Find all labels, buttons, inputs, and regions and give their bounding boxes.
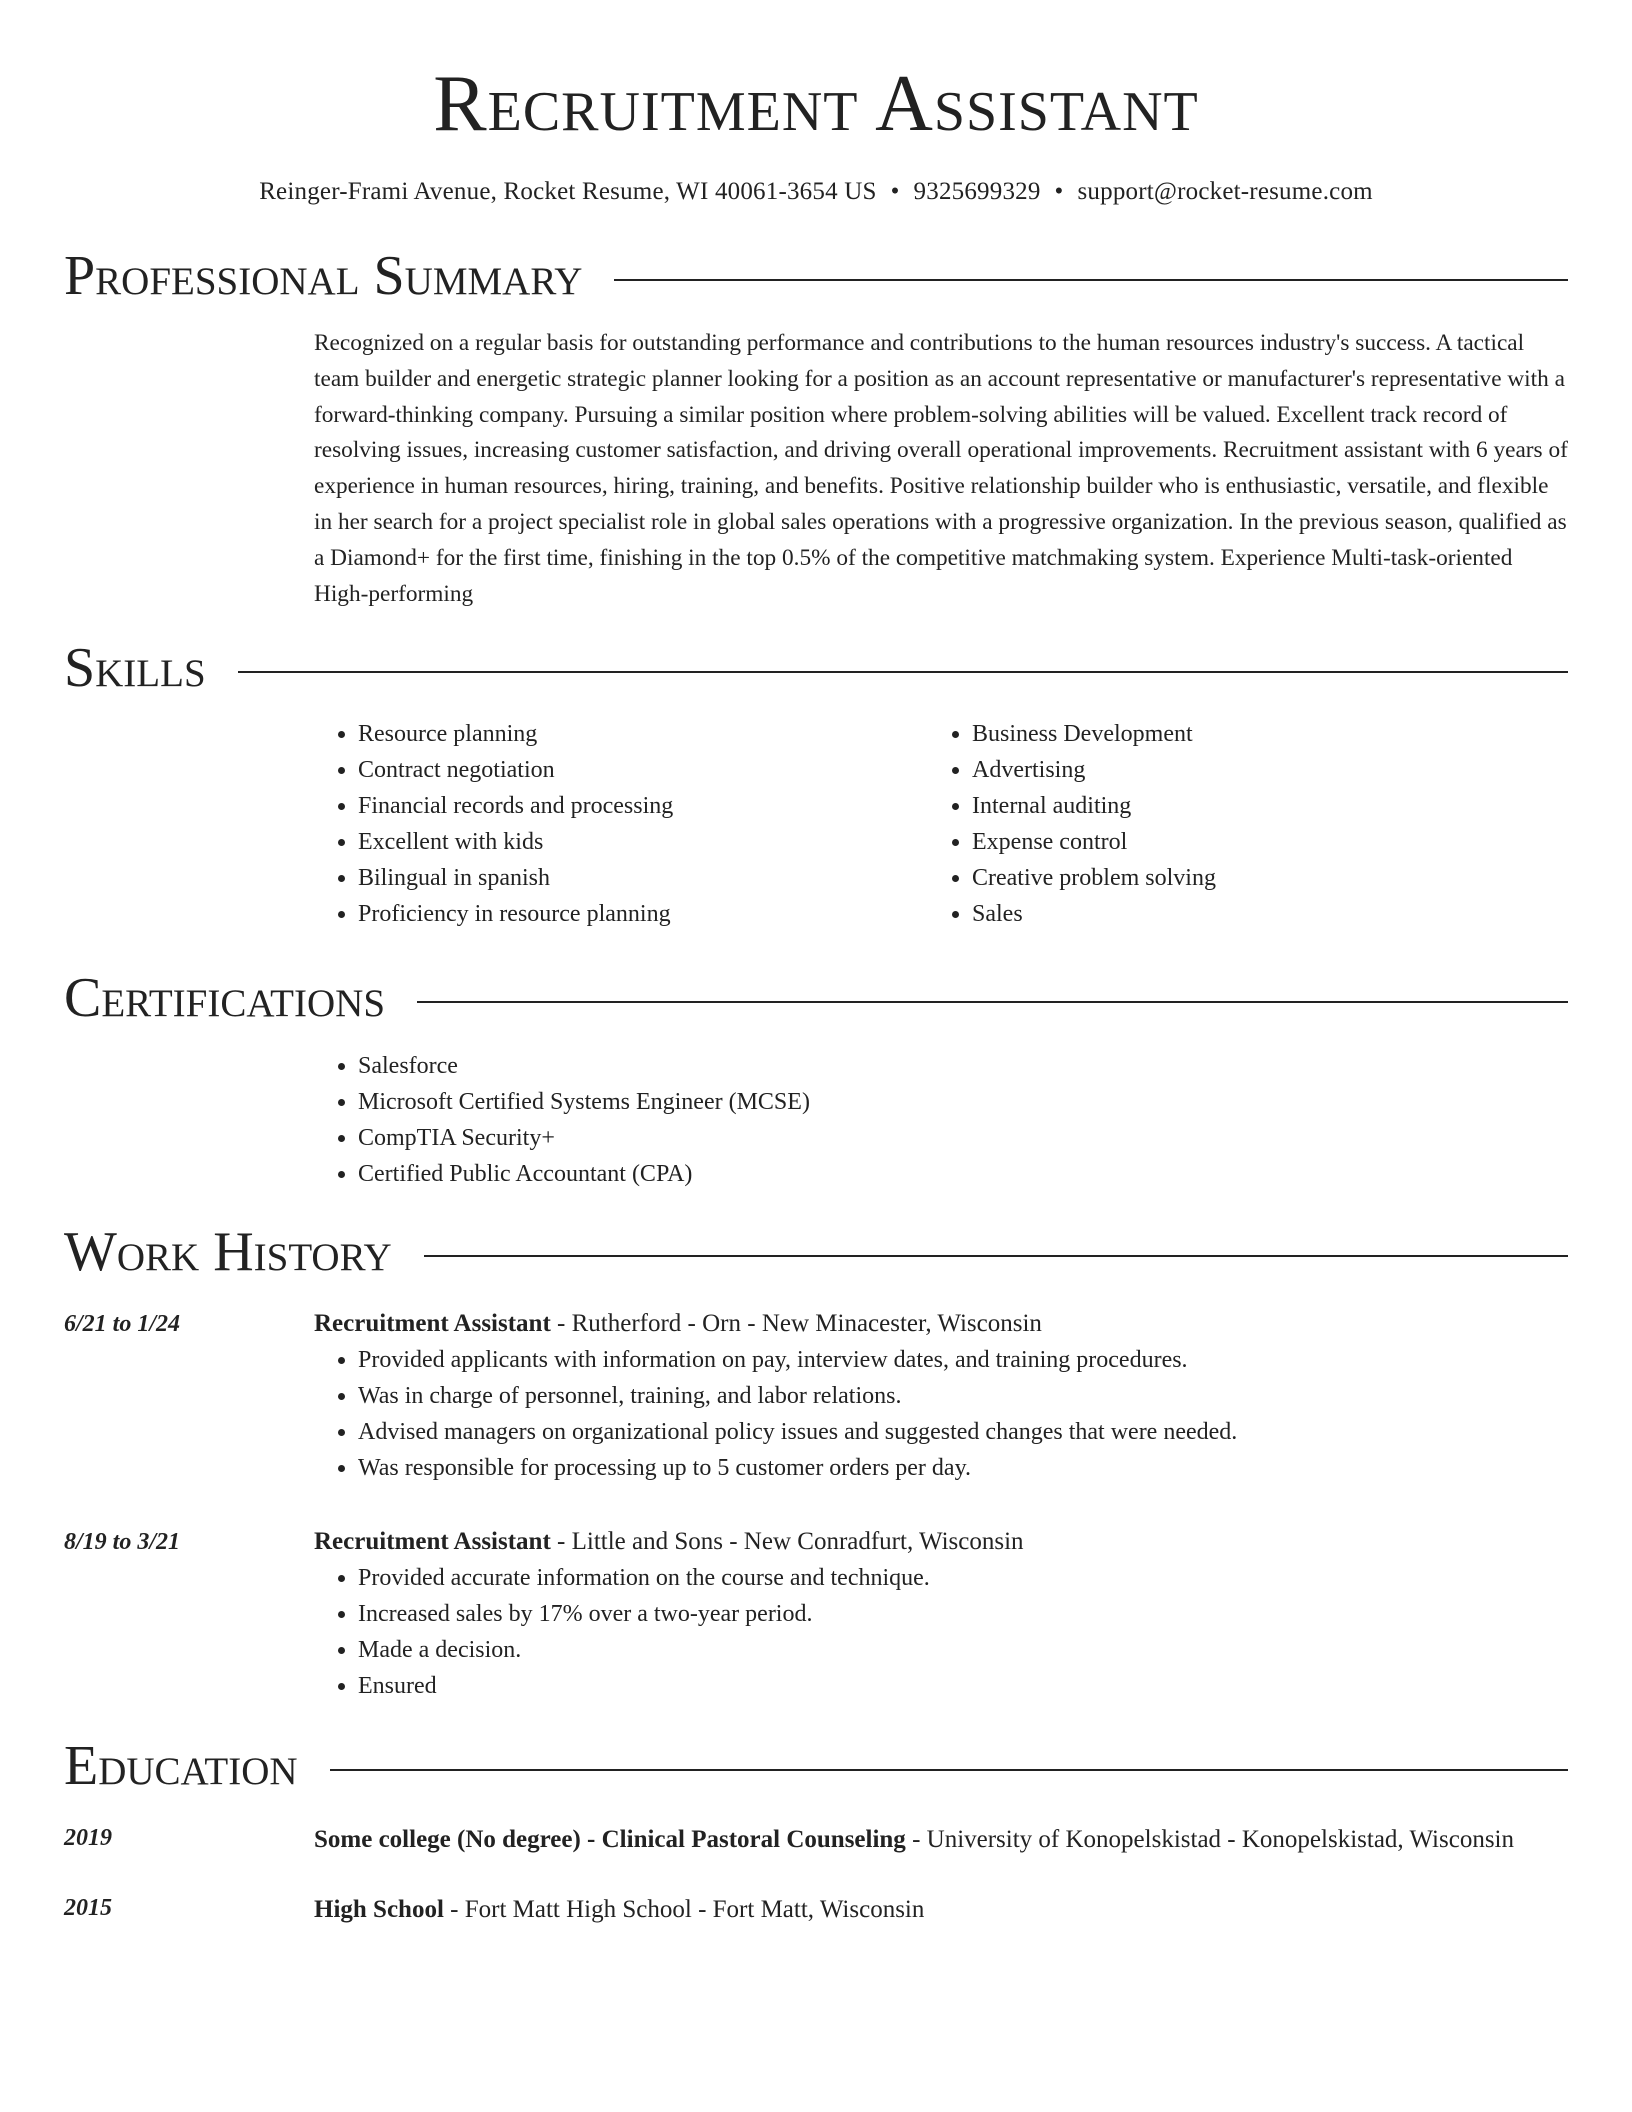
skill-item: • Internal auditing: [972, 788, 1542, 824]
job-bullet: • Was responsible for processing up to 5 customer orders per day.: [358, 1450, 1568, 1486]
job-bullets: [314, 1560, 1568, 1704]
job-entry: [64, 1524, 1568, 1704]
education-school: - Fort Matt High School - Fort Matt, Wisconsin: [443, 1896, 925, 1924]
education-text: [314, 1820, 1568, 1860]
job-dates: 6/21 to 1/24: [64, 1311, 181, 1338]
job-employer: - Rutherford - Orn - New Minacester, Wisconsin: [550, 1310, 1042, 1338]
skill-item: • Business Development: [972, 716, 1542, 752]
job-bullet: • Was in charge of personnel, training, and labor relations.: [358, 1378, 1568, 1414]
job-title: Recruitment Assistant: [314, 1528, 551, 1556]
skill-item: • Excellent with kids: [358, 824, 928, 860]
certifications-section-header: [64, 967, 1568, 1030]
skills-column-left: [314, 716, 928, 932]
summary-section-header: [64, 245, 1568, 307]
education-section-header: [64, 1735, 1568, 1798]
job-bullet: • Advised managers on organizational policy issues and suggested changes that were needed.: [358, 1414, 1568, 1450]
section-divider: [238, 671, 1568, 673]
skill-item: • Financial records and processing: [358, 788, 928, 824]
resume-name: Recruitment Assistant: [433, 60, 1199, 148]
work-section-header: [64, 1221, 1568, 1284]
section-divider: [330, 1769, 1568, 1771]
contact-separator: •: [1054, 178, 1064, 205]
job-bullet: • Provided applicants with information on pay, interview dates, and training procedures.: [358, 1342, 1568, 1378]
skill-item: • Advertising: [972, 752, 1542, 788]
contact-separator: •: [890, 178, 900, 205]
education-entry: [64, 1890, 1568, 1930]
summary-heading: Professional Summary: [64, 245, 583, 307]
job-dates: 8/19 to 3/21: [64, 1529, 181, 1556]
job-title-line: [314, 1524, 1568, 1560]
certifications-heading: Certifications: [64, 967, 386, 1030]
contact-phone: 9325699329: [913, 178, 1041, 205]
certification-item: • CompTIA Security+: [358, 1120, 1568, 1156]
job-body: [314, 1306, 1568, 1486]
education-entry: [64, 1820, 1568, 1860]
section-divider: [614, 279, 1568, 281]
job-bullet: • Provided accurate information on the course and technique.: [358, 1560, 1568, 1596]
education-year: 2019: [64, 1825, 112, 1852]
certification-item: • Microsoft Certified Systems Engineer (MCSE): [358, 1084, 1568, 1120]
job-entry: [64, 1306, 1568, 1486]
skills-column-right: [928, 716, 1542, 932]
skill-item: • Bilingual in spanish: [358, 860, 928, 896]
education-year: 2015: [64, 1895, 112, 1922]
job-bullets: [314, 1342, 1568, 1486]
job-employer: - Little and Sons - New Conradfurt, Wisconsin: [550, 1528, 1024, 1556]
contact-line: [64, 178, 1568, 206]
education-school: - University of Konopelskistad - Konopelskistad, Wisconsin: [905, 1826, 1515, 1854]
skills-grid: [314, 716, 1568, 932]
education-heading: Education: [64, 1735, 298, 1798]
job-bullet: • Increased sales by 17% over a two-year period.: [358, 1596, 1568, 1632]
skill-item: • Sales: [972, 896, 1542, 932]
skill-item: • Creative problem solving: [972, 860, 1542, 896]
summary-text: Recognized on a regular basis for outstanding performance and contributions to the human resources industry's success. A tactical team builder and energetic strategic planner looking for a position as an account representative or manufacturer's representative with a forward-thinking company. Pursuing a similar position where problem-solving abilities will be valued. Excellent track record of resolving issues, increasing customer satisfaction, and driving overall operational improvements. Recruitment assistant with 6 years of experience in human resources, hiring, training, and benefits. Positive relationship builder who is enthusiastic, versatile, and flexible in her search for a project specialist role in global sales operations with a progressive organization. In the previous season, qualified as a Diamond+ for the first time, finishing in the top 0.5% of the competitive matchmaking system. Experience Multi-task-oriented High-performing: [314, 330, 1568, 607]
education-text: [314, 1890, 1568, 1930]
work-heading: Work History: [64, 1221, 392, 1284]
skill-item: • Proficiency in resource planning: [358, 896, 928, 932]
job-bullet: • Made a decision.: [358, 1632, 1568, 1668]
skill-item: • Expense control: [972, 824, 1542, 860]
job-title-line: [314, 1306, 1568, 1342]
skill-item: • Resource planning: [358, 716, 928, 752]
contact-email: support@rocket-resume.com: [1077, 178, 1373, 205]
education-degree: Some college (No degree) - Clinical Pastoral Counseling: [314, 1826, 906, 1854]
job-title: Recruitment Assistant: [314, 1310, 551, 1338]
skill-item: • Contract negotiation: [358, 752, 928, 788]
skills-section-header: [64, 637, 1568, 700]
contact-address: Reinger-Frami Avenue, Rocket Resume, WI 40061-3654 US: [259, 178, 877, 205]
education-degree: High School: [314, 1896, 444, 1924]
job-body: [314, 1524, 1568, 1704]
certifications-list: [314, 1048, 1568, 1192]
section-divider: [424, 1255, 1568, 1257]
skills-heading: Skills: [64, 637, 206, 700]
certification-item: • Certified Public Accountant (CPA): [358, 1156, 1568, 1192]
section-divider: [417, 1001, 1568, 1003]
job-bullet: • Ensured: [358, 1668, 1568, 1704]
certification-item: • Salesforce: [358, 1048, 1568, 1084]
